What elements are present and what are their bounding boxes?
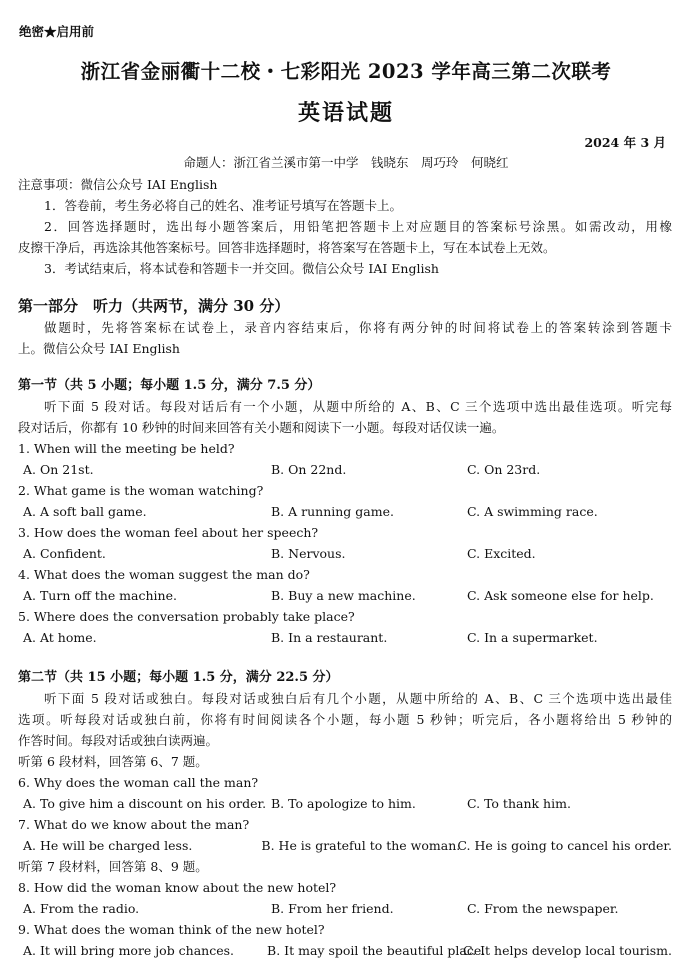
exam-subject: 英语试题 (297, 100, 394, 126)
option-c: C. In a supermarket. (467, 630, 598, 645)
section1-block (18, 375, 672, 648)
question-6-options (18, 793, 672, 814)
question-5: 5. Where does the conversation probably take place? (18, 609, 355, 624)
question-2: 2. What game is the woman watching? (18, 483, 264, 498)
option-a: A. Confident. (23, 546, 106, 561)
section2-intro-line-1: 听下面 5 段对话或独白。每段对话或独白后有几个小题，从题中所给的 A、B、C 三个选项中选出最佳 (44, 691, 672, 706)
question-8-options (18, 898, 672, 919)
option-b: B. On 22nd. (271, 462, 347, 477)
question-1-options (18, 459, 672, 480)
note-item-2-line-2: 皮擦干净后，再选涂其他答案标号。回答非选择题时，将答案写在答题卡上，写在本试卷上无效。 (18, 240, 556, 255)
option-a: A. Turn off the machine. (23, 588, 177, 603)
option-b: B. It may spoil the beautiful place. (267, 943, 486, 958)
option-c: C. To thank him. (467, 796, 571, 811)
option-b: B. To apologize to him. (271, 796, 416, 811)
option-c: C. He is going to cancel his order. (457, 838, 672, 853)
question-9-options (18, 940, 672, 961)
note-item-3: 3．考试结束后，将本试卷和答题卡一并交回。微信公众号 IAI English (44, 261, 439, 276)
question-2-options (18, 501, 672, 522)
question-6: 6. Why does the woman call the man? (18, 775, 259, 790)
question-5-options (18, 627, 672, 648)
question-8: 8. How did the woman know about the new hotel? (18, 880, 337, 895)
question-4-options (18, 585, 672, 606)
material-7-instruction: 听第 7 段材料，回答第 8、9 题。 (18, 859, 208, 874)
option-a: A. To give him a discount on his order. (23, 796, 267, 811)
option-a: A. He will be charged less. (23, 838, 193, 853)
option-b: B. Buy a new machine. (271, 588, 416, 603)
option-a: A. From the radio. (23, 901, 140, 916)
part1-heading: 第一部分 听力（共两节，满分 30 分） (18, 297, 290, 315)
option-c: C. It helps develop local tourism. (463, 943, 672, 958)
notes-block (18, 174, 672, 279)
question-1: 1. When will the meeting be held? (18, 441, 235, 456)
question-3-options (18, 543, 672, 564)
option-b: B. A running game. (271, 504, 394, 519)
question-7: 7. What do we know about the man? (18, 817, 250, 832)
question-4: 4. What does the woman suggest the man do? (18, 567, 310, 582)
option-a: A. At home. (23, 630, 97, 645)
option-b: B. He is grateful to the woman. (261, 838, 461, 853)
section1-intro-line-1: 听下面 5 段对话。每段对话后有一个小题，从题中所给的 A、B、C 三个选项中选出最佳选项。听完每 (44, 399, 672, 414)
section1-heading: 第一节（共 5 小题；每小题 1.5 分，满分 7.5 分） (18, 378, 321, 393)
material-6-instruction: 听第 6 段材料，回答第 6、7 题。 (18, 754, 208, 769)
option-b: B. In a restaurant. (271, 630, 388, 645)
option-a: A. It will bring more job chances. (23, 943, 235, 958)
option-c: C. A swimming race. (467, 504, 598, 519)
section2-heading: 第二节（共 15 小题；每小题 1.5 分，满分 22.5 分） (18, 670, 339, 685)
exam-date: 2024 年 3 月 (584, 135, 666, 150)
section1-intro-line-2: 段对话后，你都有 10 秒钟的时间来回答有关小题和阅读下一小题。每段对话仅读一遍。 (18, 420, 505, 435)
option-b: B. Nervous. (271, 546, 346, 561)
section2-intro-line-2: 选项。听每段对话或独白前，你将有时间阅读各个小题，每小题 5 秒钟；听完后，各小题将给出 5 秒钟的 (18, 712, 672, 727)
notes-heading: 注意事项：微信公众号 IAI English (18, 177, 218, 192)
exam-authors: 命题人：浙江省兰溪市第一中学 钱晓东 周巧玲 何晓红 (183, 155, 509, 170)
option-c: C. Excited. (467, 546, 536, 561)
exam-title: 浙江省金丽衢十二校・七彩阳光 2023 学年高三第二次联考 (80, 60, 612, 83)
option-c: C. On 23rd. (467, 462, 541, 477)
question-7-options (18, 835, 672, 856)
part1-intro-line-2: 上。微信公众号 IAI English (18, 341, 180, 356)
question-9: 9. What does the woman think of the new hotel? (18, 922, 325, 937)
option-c: C. Ask someone else for help. (467, 588, 654, 603)
confidential-label: 绝密★启用前 (19, 24, 95, 39)
section2-intro-line-3: 作答时间。每段对话或独白读两遍。 (18, 733, 219, 748)
part1-intro-line-1: 做题时，先将答案标在试卷上，录音内容结束后，你将有两分钟的时间将试卷上的答案转涂到答题卡 (44, 320, 672, 335)
option-b: B. From her friend. (271, 901, 394, 916)
question-3: 3. How does the woman feel about her speech? (18, 525, 319, 540)
note-item-2-line-1: 2．回答选择题时，选出每小题答案后，用铅笔把答题卡上对应题目的答案标号涂黑。如需改动，用橡 (44, 219, 672, 234)
part1-block (18, 296, 672, 359)
option-a: A. On 21st. (23, 462, 94, 477)
section2-block (18, 667, 672, 961)
option-c: C. From the newspaper. (467, 901, 619, 916)
option-a: A. A soft ball game. (23, 504, 147, 519)
note-item-1: 1．答卷前，考生务必将自己的姓名、准考证号填写在答题卡上。 (44, 198, 402, 213)
